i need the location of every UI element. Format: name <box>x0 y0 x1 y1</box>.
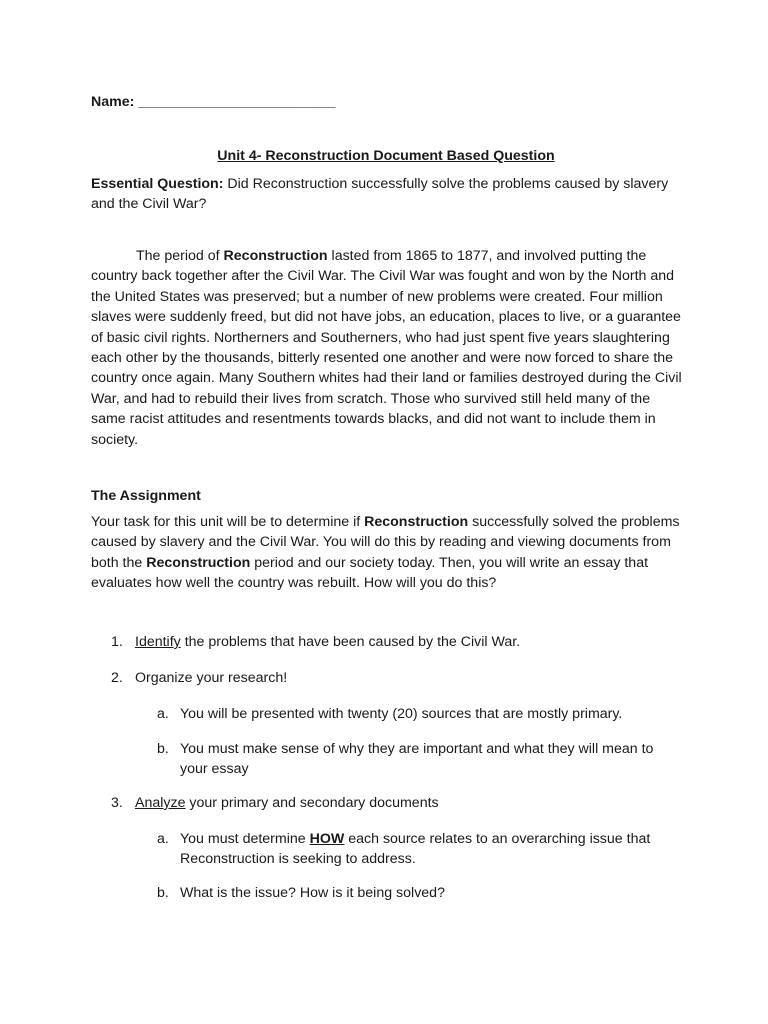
page-title <box>91 146 681 166</box>
assignment-heading: The Assignment <box>91 488 201 504</box>
intro-bold-term: Reconstruction <box>223 248 328 264</box>
assignment-text-1: Your task for this unit will be to determine if <box>91 514 365 530</box>
list-item-underlined: Analyze <box>135 795 186 811</box>
list-item-text <box>135 793 685 813</box>
sub-list-text-pre: You must determine <box>180 831 310 847</box>
essential-question <box>91 174 691 215</box>
sub-list-text: You must make sense of why they are important and what they will mean to your essay <box>180 741 654 778</box>
essential-question-text: Did Reconstruction successfully solve the problems caused by slavery and the Civil War? <box>91 176 669 213</box>
sub-list-text: What is the issue? How is it being solved? <box>180 885 445 901</box>
list-number: 3. <box>111 795 123 811</box>
assignment-bold-1: Reconstruction <box>364 514 469 530</box>
assignment-text-2: successfully solved the problems caused by slavery and the Civil War. You will do this by reading and viewing documents from both the <box>91 514 680 571</box>
name-field-label: Name: _________________________ <box>91 94 336 110</box>
sub-list-emphasis: HOW <box>309 831 345 847</box>
sub-list-letter: a. <box>157 831 169 847</box>
sub-list-text: You will be presented with twenty (20) sources that are mostly primary. <box>180 706 623 722</box>
list-number: 1. <box>111 634 123 650</box>
intro-text-post: lasted from 1865 to 1877, and involved putting the country back together after the Civil War. The Civil War was fought and won by the North and the United States was preserved; but a number of new problems were created. Four million slaves were suddenly freed, but did not have jobs, an education, places to live, or a guarantee of basic civil rights. Northerners and Southerners, who had just spent five years slaughtering each other by the thousands, bitterly resented one another and were now forced to share the country once again. Many Southern whites had their land or families destroyed during the Civil War, and had to rebuild their lives from scratch. Those who survived still held many of the same racist attitudes and resentments towards blacks, and did not want to include them in society. <box>91 248 682 448</box>
sub-list-letter: b. <box>157 741 169 757</box>
list-item-underlined: Identify <box>135 634 181 650</box>
intro-text-pre: The period of <box>136 248 224 264</box>
list-item-text: Organize your research! <box>135 670 288 686</box>
assignment-text-3: period and our society today. Then, you will write an essay that evaluates how well the country was rebuilt. How will you do this? <box>91 554 649 592</box>
sub-list-letter: b. <box>157 885 169 901</box>
assignment-paragraph <box>91 512 681 594</box>
title-text: Unit 4- Reconstruction Document Based Question <box>217 148 555 164</box>
list-item-rest: the problems that have been caused by the Civil War. <box>180 634 521 650</box>
list-item-rest: your primary and secondary documents <box>185 795 439 811</box>
essential-question-label: Essential Question: <box>91 176 224 192</box>
sub-list-text-post: each source relates to an overarching issue that Reconstruction is seeking to address. <box>180 831 651 868</box>
sub-list-letter: a. <box>157 706 169 722</box>
list-item-text <box>135 632 685 652</box>
list-number: 2. <box>111 670 123 686</box>
assignment-bold-2: Reconstruction <box>146 554 251 571</box>
sub-list-text <box>180 829 680 870</box>
intro-paragraph <box>91 246 686 450</box>
